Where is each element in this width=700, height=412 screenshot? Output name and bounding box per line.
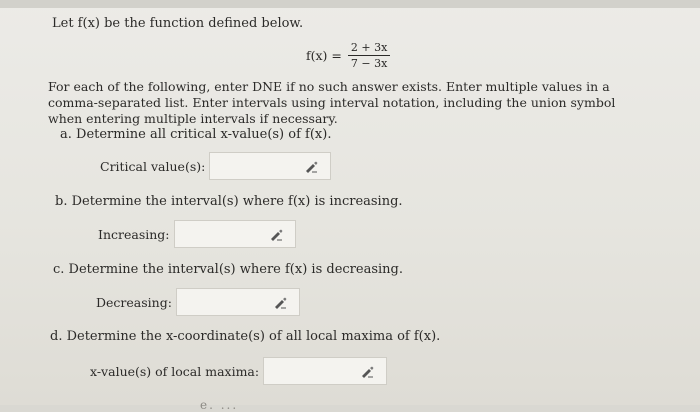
answer-row-c [96,288,300,316]
intro-text: Let f(x) be the function defined below. [52,16,304,31]
pencil-icon[interactable] [269,229,283,241]
formula-fraction [348,41,390,70]
question-c: c. Determine the interval(s) where f(x) is decreasing. [53,262,403,277]
question-b: b. Determine the interval(s) where f(x) is increasing. [55,194,403,209]
pencil-icon[interactable] [273,297,287,309]
formula-lhs: f(x) = [306,48,342,63]
answer-row-b [98,220,296,248]
instructions-text: For each of the following, enter DNE if no such answer exists. Enter multiple values in a comma-separated list. Enter intervals using interval notation, including the union symbol when entering multiple intervals if necessary. [48,79,616,126]
answer-label-c: Decreasing: [96,294,172,310]
answer-label-a: Critical value(s): [100,158,206,174]
answer-label-d: x-value(s) of local maxima: [90,363,260,379]
local-maxima-input[interactable] [263,357,387,385]
critical-values-input[interactable] [209,152,331,180]
question-d: d. Determine the x-coordinate(s) of all local maxima of f(x). [50,329,441,344]
pencil-icon[interactable] [304,161,318,173]
function-formula [306,41,390,70]
answer-row-a [100,152,331,180]
increasing-input[interactable] [174,220,296,248]
formula-denominator: 7 − 3x [350,57,388,70]
question-a: a. Determine all critical x-value(s) of f(x). [60,127,332,142]
cutoff-next-question: e. ... [200,398,239,412]
top-bar [0,0,700,8]
decreasing-input[interactable] [176,288,300,316]
answer-row-d [90,357,387,385]
pencil-icon[interactable] [360,366,374,378]
answer-label-b: Increasing: [98,226,170,242]
formula-numerator: 2 + 3x [348,41,390,56]
